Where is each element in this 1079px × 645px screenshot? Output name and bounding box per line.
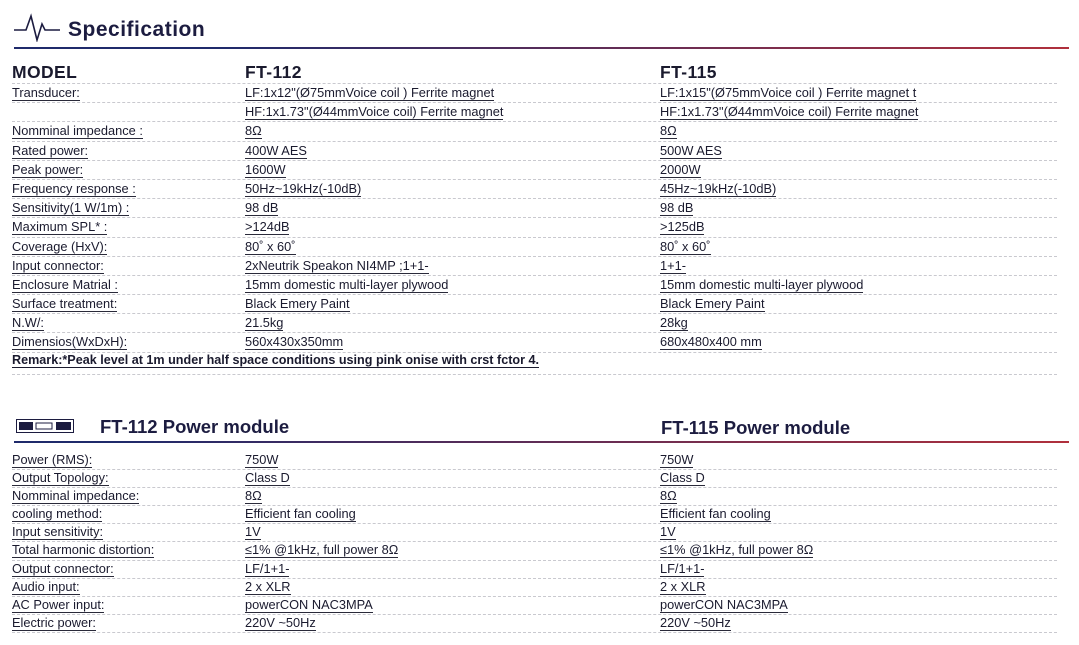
ft115-power-value: 750W: [660, 452, 694, 467]
ft112-power-value: 8Ω: [245, 488, 262, 504]
spec-row: [12, 314, 1057, 333]
power-label: Input sensitivity:: [12, 524, 104, 540]
ft115-value: 680x480x400 mm: [660, 334, 762, 350]
ft112-value: >124dB: [245, 219, 290, 235]
spec-label: Nomminal impedance :: [12, 123, 143, 139]
ft115-value: 500W AES: [660, 142, 722, 158]
spec-row: [12, 218, 1057, 237]
power-label: Electric power:: [12, 614, 96, 630]
ft115-power-value: Class D: [660, 470, 705, 486]
spec-label: N.W/:: [12, 315, 44, 331]
spec-label: Peak power:: [12, 161, 84, 177]
model-header-row: [12, 62, 1057, 84]
ft115-power-value: LF/1+1-: [660, 560, 705, 576]
ft112-power-value: 1V: [245, 524, 261, 540]
ft115-value: HF:1x1.73"(Ø44mmVoice coil) Ferrite magnet: [660, 104, 919, 120]
ft112-value: 80˚ x 60˚: [245, 238, 296, 254]
pulse-wave-icon: [14, 12, 60, 42]
ft115-value: >125dB: [660, 219, 705, 235]
power-label: cooling method:: [12, 506, 103, 522]
ft112-value: Black Emery Paint: [245, 296, 350, 312]
ft115-power-value: powerCON NAC3MPA: [660, 596, 788, 612]
ft112-power-value: Class D: [245, 470, 290, 486]
spec-label: Frequency response :: [12, 180, 136, 196]
spec-label: Surface treatment:: [12, 296, 118, 312]
ft112-value: 8Ω: [245, 123, 262, 139]
spec-row: [12, 257, 1057, 276]
remark-row: [12, 353, 1057, 375]
ft115-value: 15mm domestic multi-layer plywood: [660, 276, 864, 292]
spec-label: Input connector:: [12, 257, 104, 273]
ft112-value: 400W AES: [245, 142, 307, 158]
speaker-spec-table: [12, 62, 1057, 375]
model-name-ft115: FT-115: [660, 62, 717, 82]
power-label: AC Power input:: [12, 596, 105, 612]
ft115-value: 8Ω: [660, 123, 677, 139]
spec-row: [12, 276, 1057, 295]
power-row: [12, 597, 1057, 615]
power-row: [12, 452, 1057, 470]
spec-label: Rated power:: [12, 142, 89, 158]
power-label: Total harmonic distortion:: [12, 542, 155, 558]
power-label: Nomminal impedance:: [12, 488, 140, 504]
power-label: Power (RMS):: [12, 452, 93, 467]
ft115-value: 2000W: [660, 161, 701, 177]
spec-label: Coverage (HxV):: [12, 238, 108, 254]
ft112-value: 2xNeutrik Speakon NI4MP ;1+1-: [245, 257, 429, 273]
ft115-power-value: Efficient fan cooling: [660, 506, 771, 522]
power-row: [12, 506, 1057, 524]
power-row: [12, 488, 1057, 506]
power-row: [12, 470, 1057, 488]
spec-row: [12, 295, 1057, 314]
ft115-value: LF:1x15"(Ø75mmVoice coil ) Ferrite magnet t: [660, 85, 917, 100]
ft112-value: 50Hz~19kHz(-10dB): [245, 180, 362, 196]
power-divider: [14, 441, 1069, 443]
spec-label: Dimensios(WxDxH):: [12, 334, 128, 350]
ft112-power-value: LF/1+1-: [245, 560, 290, 576]
ft115-power-value: 8Ω: [660, 488, 677, 504]
power-row: [12, 524, 1057, 542]
model-name-ft112: FT-112: [245, 62, 302, 82]
power-row: [12, 615, 1057, 633]
spec-row: [12, 161, 1057, 180]
ft115-value: 28kg: [660, 315, 688, 331]
ft115-power-value: ≤1% @1kHz, full power 8Ω: [660, 542, 814, 558]
power-label: Output connector:: [12, 560, 114, 576]
ft112-value: 15mm domestic multi-layer plywood: [245, 276, 449, 292]
ft115-value: Black Emery Paint: [660, 296, 765, 312]
spec-row: [12, 142, 1057, 161]
spec-row: [12, 333, 1057, 352]
ft112-power-title: FT-112 Power module: [100, 416, 290, 437]
spec-label: Sensitivity(1 W/1m) :: [12, 200, 130, 216]
power-label: Output Topology:: [12, 470, 109, 486]
ft112-power-value: 2 x XLR: [245, 578, 291, 594]
power-label: Audio input:: [12, 578, 80, 594]
power-module-table: [12, 452, 1057, 633]
ft112-power-value: 750W: [245, 452, 279, 467]
spec-row: [12, 84, 1057, 103]
ft115-value: 80˚ x 60˚: [660, 238, 711, 254]
ft115-value: 45Hz~19kHz(-10dB): [660, 180, 777, 196]
ft112-value: 98 dB: [245, 200, 279, 216]
ft115-power-value: 2 x XLR: [660, 578, 706, 594]
power-row: [12, 561, 1057, 579]
ft112-power-value: powerCON NAC3MPA: [245, 596, 373, 612]
ft115-value: 98 dB: [660, 200, 694, 216]
spec-row: [12, 199, 1057, 218]
spec-label: Transducer:: [12, 85, 80, 100]
spec-row: [12, 103, 1057, 122]
spec-label: Enclosure Matrial :: [12, 276, 118, 292]
model-label: MODEL: [12, 62, 78, 82]
power-row: [12, 579, 1057, 597]
specification-header: [14, 8, 1069, 50]
ft112-power-value: 220V ~50Hz: [245, 614, 316, 630]
ft115-power-value: 1V: [660, 524, 676, 540]
ft115-power-value: 220V ~50Hz: [660, 614, 731, 630]
spec-row: [12, 180, 1057, 199]
ft112-value: HF:1x1.73"(Ø44mmVoice coil) Ferrite magnet: [245, 104, 504, 120]
spec-row: [12, 122, 1057, 141]
section-title: Specification: [68, 18, 206, 41]
remark-text: Remark:*Peak level at 1m under half space conditions using pink onise with crst fctor 4.: [12, 352, 539, 367]
power-module-icon: [16, 419, 74, 433]
ft115-power-title: FT-115 Power module: [661, 417, 851, 438]
spec-row: [12, 238, 1057, 257]
ft112-value: LF:1x12"(Ø75mmVoice coil ) Ferrite magnet: [245, 85, 495, 100]
ft115-value: 1+1-: [660, 257, 686, 273]
ft112-power-value: ≤1% @1kHz, full power 8Ω: [245, 542, 399, 558]
spec-label: Maximum SPL* :: [12, 219, 108, 235]
power-module-header: [14, 412, 1069, 444]
ft112-value: 21.5kg: [245, 315, 284, 331]
ft112-power-value: Efficient fan cooling: [245, 506, 356, 522]
header-divider: [14, 47, 1069, 49]
power-row: [12, 542, 1057, 560]
ft112-value: 1600W: [245, 161, 286, 177]
ft112-value: 560x430x350mm: [245, 334, 344, 350]
